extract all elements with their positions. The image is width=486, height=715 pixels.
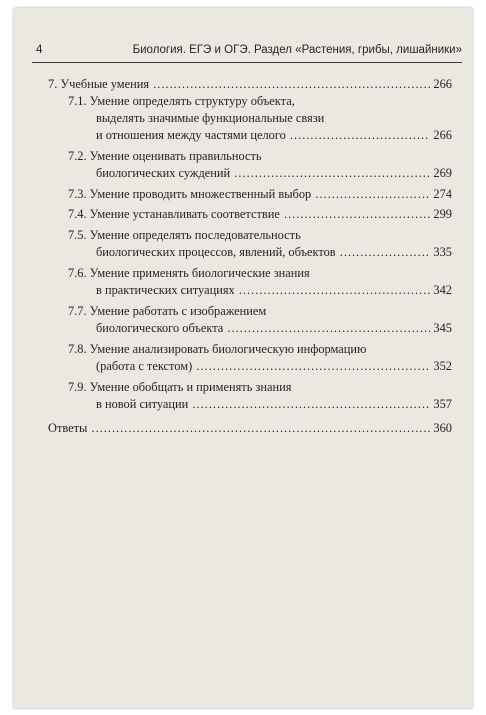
toc-page-number: 335: [433, 245, 452, 259]
running-header: [32, 42, 462, 63]
toc-entry-7-9[interactable]: [68, 379, 452, 396]
toc-entry-7-5[interactable]: [68, 227, 452, 244]
toc-entry-label: (работа с текстом): [96, 359, 193, 373]
toc-entry-label: биологических суждений: [96, 166, 231, 180]
toc-page-number: 299: [433, 207, 452, 221]
toc-entry-text: 7.9. Умение обобщать и применять знания: [68, 380, 292, 394]
toc-entry-7-2-last[interactable]: [68, 165, 452, 182]
toc-page-number: 266: [433, 77, 452, 91]
toc-entry-label: в новой ситуации: [96, 397, 189, 411]
toc-entry-label: биологического объекта: [96, 321, 224, 335]
toc-entry-7-9-last[interactable]: [68, 396, 452, 413]
toc-entry-text: 7.5. Умение определять последовательность: [68, 228, 301, 242]
toc-page-number: 360: [433, 421, 452, 435]
running-title: Биология. ЕГЭ и ОГЭ. Раздел «Растения, грибы, лишайники»: [132, 44, 462, 56]
toc-entry-label: Ответы: [48, 421, 88, 435]
toc-entry-7-2[interactable]: [68, 148, 452, 165]
toc-entry-label: в практических ситуациях: [96, 283, 235, 297]
toc-page-number: 274: [433, 187, 452, 201]
toc-entry-7-6[interactable]: [68, 265, 452, 282]
toc-page-number: 269: [433, 166, 452, 180]
toc-entry-text: 7.7. Умение работать с изображением: [68, 304, 267, 318]
toc-entry-text: 7.6. Умение применять биологические знания: [68, 266, 310, 280]
toc-entry-7-1-last[interactable]: [68, 127, 452, 144]
toc-entry-label: биологических процессов, явлений, объектов: [96, 245, 336, 259]
toc-entry-7-1[interactable]: [68, 93, 452, 127]
toc-entry-text: выделять значимые функциональные связи: [96, 111, 325, 125]
toc-entry-7-8[interactable]: [68, 341, 452, 358]
toc-entry-text: 7.8. Умение анализировать биологическую информацию: [68, 342, 367, 356]
toc-entry-label: 7. Учебные умения: [48, 77, 150, 91]
toc-entry-text: 7.2. Умение оценивать правильность: [68, 149, 262, 163]
toc-entry-7-6-last[interactable]: [68, 282, 452, 299]
toc-page-number: 352: [433, 359, 452, 373]
toc-entry-7-7-last[interactable]: [68, 320, 452, 337]
page-number: 4: [36, 44, 43, 56]
toc-entry-label: 7.3. Умение проводить множественный выбор: [68, 187, 312, 201]
toc-entry-7-8-last[interactable]: [68, 358, 452, 375]
toc-entry-text: 7.1. Умение определять структуру объекта,: [68, 94, 295, 108]
toc-page-number: 342: [433, 283, 452, 297]
toc-page-number: 266: [433, 128, 452, 142]
toc-page-number: 345: [433, 321, 452, 335]
toc-entry-7-7[interactable]: [68, 303, 452, 320]
toc-entry-7-4[interactable]: [68, 206, 452, 223]
toc-entry-label: 7.4. Умение устанавливать соответствие: [68, 207, 280, 221]
toc-page-number: 357: [433, 397, 452, 411]
toc-entry-section-7[interactable]: [48, 76, 452, 93]
toc-entry-7-5-last[interactable]: [68, 244, 452, 261]
book-page: [14, 8, 472, 708]
toc-entry-7-3[interactable]: [68, 186, 452, 203]
toc-entry-label: и отношения между частями целого: [96, 128, 286, 142]
toc-entry-answers[interactable]: [48, 420, 452, 437]
